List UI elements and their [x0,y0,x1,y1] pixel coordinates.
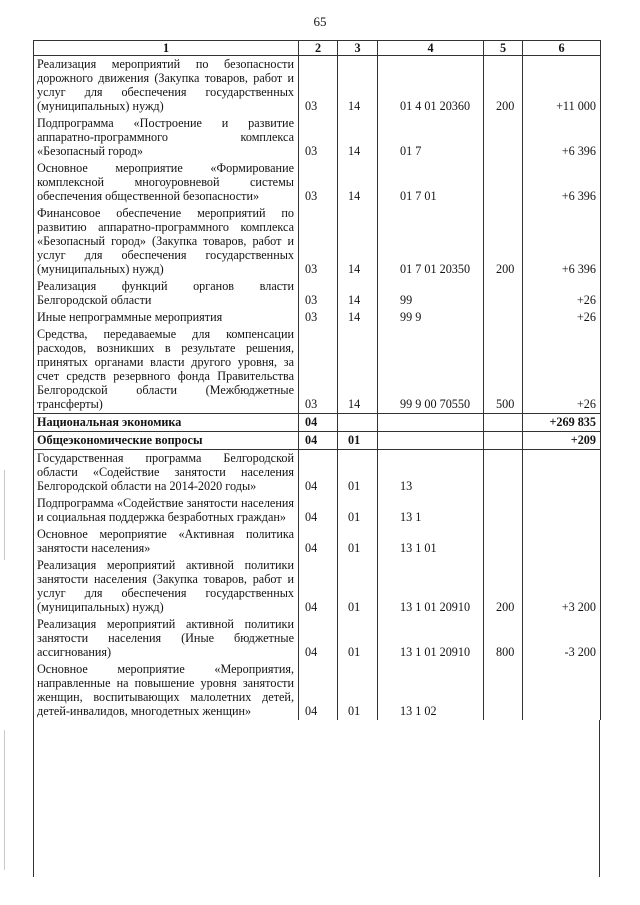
column-header: 4 [378,41,484,56]
item-name-cell: Основное мероприятие «Формирование комплексной многоуровневой системы обеспечения общественной безопасности» [34,160,299,205]
item-name-cell: Основное мероприятие «Активная политика занятости населения» [34,526,299,557]
section-code-cell: 04 [299,526,338,557]
table-row [34,495,601,526]
item-name-cell: Национальная экономика [34,414,299,432]
column-header: 1 [34,41,299,56]
subsection-code-cell: 01 [338,616,378,661]
subsection-code-cell: 01 [338,450,378,496]
target-article-cell: 99 [378,278,484,309]
amount-cell [523,661,601,720]
subsection-code-cell: 14 [338,205,378,278]
target-article-cell: 99 9 [378,309,484,326]
subsection-code-cell: 14 [338,309,378,326]
target-article-cell: 13 1 01 20910 [378,557,484,616]
item-name-cell: Реализация мероприятий активной политики занятости населения (Иные бюджетные ассигнования) [34,616,299,661]
item-name-cell: Финансовое обеспечение мероприятий по развитию аппаратно-программного комплекса «Безопасный город» (Закупка товаров, работ и услуг для обеспечения государственных (муниципальных) нужд) [34,205,299,278]
column-header: 2 [299,41,338,56]
page-number: 65 [313,14,327,29]
expense-type-cell [484,414,523,432]
section-code-cell: 03 [299,326,338,414]
target-article-cell: 01 7 [378,115,484,160]
subsection-code-cell: 14 [338,160,378,205]
expense-type-cell [484,309,523,326]
target-article-cell [378,432,484,450]
subsection-code-cell: 01 [338,557,378,616]
section-code-cell: 03 [299,115,338,160]
scan-edge-line [4,730,5,870]
amount-cell: +26 [523,309,601,326]
expense-type-cell: 200 [484,557,523,616]
expense-type-cell [484,526,523,557]
section-code-cell: 04 [299,414,338,432]
amount-cell [523,526,601,557]
expense-type-cell [484,495,523,526]
item-name-cell: Реализация мероприятий активной политики занятости населения (Закупка товаров, работ и услуг для обеспечения государственных (муниципальных) нужд) [34,557,299,616]
amount-cell: +6 396 [523,115,601,160]
table-row [34,526,601,557]
amount-cell: +26 [523,326,601,414]
amount-cell: +209 [523,432,601,450]
item-name-cell: Реализация функций органов власти Белгородской области [34,278,299,309]
target-article-cell: 13 [378,450,484,496]
table-row [34,450,601,496]
column-header: 5 [484,41,523,56]
table-row [34,205,601,278]
target-article-cell: 99 9 00 70550 [378,326,484,414]
target-article-cell: 01 4 01 20360 [378,56,484,116]
target-article-cell: 01 7 01 20350 [378,205,484,278]
subsection-code-cell: 01 [338,526,378,557]
expense-type-cell [484,115,523,160]
amount-cell: +26 [523,278,601,309]
table-row [34,557,601,616]
target-article-cell: 13 1 [378,495,484,526]
budget-table [33,40,601,720]
expense-type-cell: 200 [484,56,523,116]
expense-type-cell: 500 [484,326,523,414]
item-name-cell: Подпрограмма «Построение и развитие аппаратно-программного комплекса «Безопасный город» [34,115,299,160]
subsection-code-cell [338,414,378,432]
target-article-cell: 13 1 01 [378,526,484,557]
table-row [34,309,601,326]
section-code-cell: 03 [299,278,338,309]
section-code-cell: 04 [299,661,338,720]
section-code-cell: 03 [299,160,338,205]
table-row [34,326,601,414]
item-name-cell: Подпрограмма «Содействие занятости населения и социальная поддержка безработных граждан» [34,495,299,526]
item-name-cell: Государственная программа Белгородской области «Содействие занятости населения Белгородской области на 2014-2020 годы» [34,450,299,496]
item-name-cell: Основное мероприятие «Мероприятия, направленные на повышение уровня занятости женщин, воспитывающих малолетних детей, детей-инвалидов, многодетных женщин» [34,661,299,720]
subsection-code-cell: 14 [338,56,378,116]
section-code-cell: 04 [299,450,338,496]
amount-cell: +3 200 [523,557,601,616]
amount-cell: -3 200 [523,616,601,661]
expense-type-cell [484,432,523,450]
target-article-cell [378,414,484,432]
section-code-cell: 03 [299,309,338,326]
table-row [34,616,601,661]
table-row [34,56,601,116]
expense-type-cell: 800 [484,616,523,661]
amount-cell [523,495,601,526]
target-article-cell: 13 1 01 20910 [378,616,484,661]
table-border-tail [599,720,600,877]
subsection-code-cell: 14 [338,278,378,309]
column-header: 6 [523,41,601,56]
subsection-code-cell: 14 [338,115,378,160]
subsection-code-cell: 01 [338,432,378,450]
amount-cell: +6 396 [523,160,601,205]
section-code-cell: 04 [299,616,338,661]
amount-cell: +269 835 [523,414,601,432]
section-code-cell: 04 [299,495,338,526]
expense-type-cell: 200 [484,205,523,278]
item-name-cell: Общеэкономические вопросы [34,432,299,450]
subsection-code-cell: 01 [338,495,378,526]
subsection-code-cell: 01 [338,661,378,720]
section-code-cell: 03 [299,205,338,278]
amount-cell: +11 000 [523,56,601,116]
table-row [34,432,601,450]
table-row [34,278,601,309]
subsection-code-cell: 14 [338,326,378,414]
item-name-cell: Иные непрограммные мероприятия [34,309,299,326]
table-border-tail [33,720,34,877]
target-article-cell: 13 1 02 [378,661,484,720]
column-header: 3 [338,41,378,56]
scan-edge-line [4,470,5,560]
expense-type-cell [484,661,523,720]
table-row [34,160,601,205]
amount-cell [523,450,601,496]
target-article-cell: 01 7 01 [378,160,484,205]
item-name-cell: Средства, передаваемые для компенсации расходов, возникших в результате решения, принятых органами власти другого уровня, за счет средств резервного фонда Правительства Белгородской области (Межбюджетные трансферты) [34,326,299,414]
table-row [34,115,601,160]
section-code-cell: 03 [299,56,338,116]
amount-cell: +6 396 [523,205,601,278]
expense-type-cell [484,160,523,205]
section-code-cell: 04 [299,557,338,616]
table-header-row [34,41,601,56]
expense-type-cell [484,278,523,309]
section-code-cell: 04 [299,432,338,450]
item-name-cell: Реализация мероприятий по безопасности дорожного движения (Закупка товаров, работ и услуг для обеспечения государственных (муниципальных) нужд) [34,56,299,116]
expense-type-cell [484,450,523,496]
table-row [34,414,601,432]
table-row [34,661,601,720]
